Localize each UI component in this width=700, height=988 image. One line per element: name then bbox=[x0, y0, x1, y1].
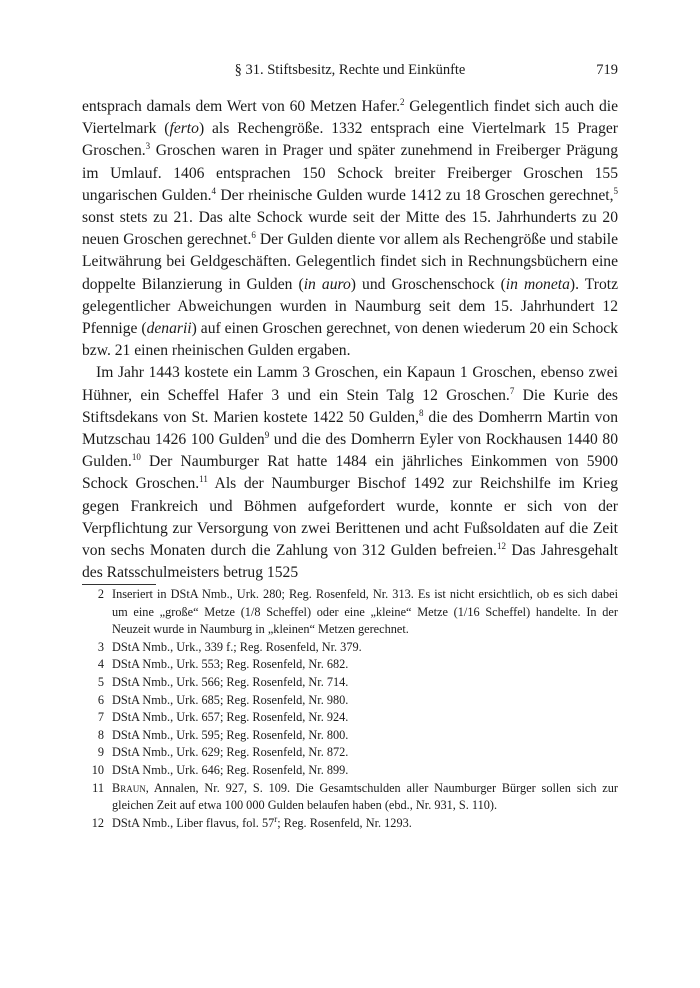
footnote: 9 DStA Nmb., Urk. 629; Reg. Rosenfeld, Nr. 872. bbox=[97, 745, 349, 760]
footnote: 10 DStA Nmb., Urk. 646; Reg. Rosenfeld, Nr. 899. bbox=[91, 762, 349, 777]
footnote-ref[interactable]: 10 bbox=[131, 452, 141, 463]
footnote: 8 DStA Nmb., Urk. 595; Reg. Rosenfeld, Nr. 800. bbox=[97, 727, 349, 742]
footnote: 6 DStA Nmb., Urk. 685; Reg. Rosenfeld, Nr. 980. bbox=[97, 692, 349, 707]
footnote: 2 Inseriert in DStA Nmb., Urk. 280; Reg. Rosenfeld, Nr. 313. Es ist nicht ersichtlich, ob es sich dabei um eine „große“ Metze (1/8 Scheffel) oder eine „kleine“ Metze (1/16 Scheffel) handelte. In der Neuzeit wurde in Naumburg in „kleinen“ Metzen gerechnet. bbox=[97, 587, 618, 637]
page-number: 719 bbox=[596, 62, 618, 78]
footnote-ref[interactable]: 7 bbox=[509, 385, 515, 396]
footnotes bbox=[82, 586, 618, 832]
footnote: 7 DStA Nmb., Urk. 657; Reg. Rosenfeld, Nr. 924. bbox=[97, 710, 349, 725]
footnote-divider bbox=[82, 584, 156, 585]
footnote: 5 DStA Nmb., Urk. 566; Reg. Rosenfeld, Nr. 714. bbox=[97, 674, 349, 689]
footnote-ref[interactable]: 3 bbox=[145, 141, 151, 152]
footnote: 3 DStA Nmb., Urk., 339 f.; Reg. Rosenfeld, Nr. 379. bbox=[97, 639, 362, 654]
footnote: 11 Braun, Annalen, Nr. 927, S. 109. Die Gesamtschulden aller Naumburger Bürger sollen sich zur gleichen Zeit auf etwa 100 000 Gulden belaufen haben (ebd., Nr. 931, S. 110). bbox=[92, 780, 618, 813]
footnote-ref[interactable]: 11 bbox=[199, 474, 208, 485]
main-text bbox=[82, 96, 618, 584]
running-header bbox=[82, 62, 618, 82]
footnote-ref[interactable]: 6 bbox=[251, 230, 256, 241]
footnote: 12 DStA Nmb., Liber flavus, fol. 57$^r$; Reg. Rosenfeld, Nr. 1293. bbox=[91, 813, 412, 830]
footnote-ref[interactable]: 9 bbox=[264, 429, 270, 440]
footnote-ref[interactable]: 4 bbox=[211, 185, 217, 196]
footnote: 4 DStA Nmb., Urk. 553; Reg. Rosenfeld, Nr. 682. bbox=[97, 657, 349, 672]
paragraph-2: Im Jahr 1443 kostete ein Lamm 3 Groschen, ein Kapaun 1 Groschen, ebenso zwei Hühner, ein Scheffel Hafer 3 und ein Stein Talg 12 Groschen.$^7$ Die Kurie des Stiftsdekans von St. Marien kostete 1422 50 Gulden,$^8$ die des Domherrn Martin von Mutzschau 1426 100 Gulden$^9$ und die des Domherrn Eyler von Rockhausen 1440 80 Gulden.$^{10}$ Der Naumburger Rat hatte 1484 ein jährliches Einkommen von 5900 Schock Groschen.$^{11}$ Als der Naumburger Bischof 1492 zur Reichshilfe im Krieg gegen Frankreich und Böhmen aufgefordert wurde, konnte er sich von der Verpflichtung zur Versorgung von zwei Berittenen und acht Fußsoldaten auf die Zeit von sechs Monaten durch die Zahlung von 312 Gulden befreien.$^{12}$ Das Jahresgehalt des Ratsschulmeisters betrug 1525 bbox=[82, 364, 619, 582]
footnote-ref[interactable]: 2 bbox=[400, 96, 405, 107]
footnote-ref[interactable]: 12 bbox=[496, 540, 506, 551]
footnote-ref[interactable]: 5 bbox=[613, 185, 619, 196]
paragraph-1: entsprach damals dem Wert von 60 Metzen Hafer.$^2$ Gelegentlich findet sich auch die Viertelmark (ferto) als Rechengröße. 1332 entsprach eine Viertelmark 15 Prager Groschen.$^3$ Groschen waren in Prager und später zunehmend in Freiberger Prägung im Umlauf. 1406 entsprachen 150 Schock breiter Freiberger Groschen 155 ungarischen Gulden.$^4$ Der rheinische Gulden wurde 1412 zu 18 Groschen gerechnet,$^5$ sonst stets zu 21. Das alte Schock wurde seit der Mitte des 15. Jahrhunderts zu 20 neuen Groschen gerechnet.$^6$ Der Gulden diente vor allem als Rechengröße und stabile Leitwährung bei Geldgeschäften. Gelegentlich findet sich in Rechnungsbüchern eine doppelte Bilanzierung in Gulden (in auro) und Groschenschock (in moneta). Trotz gelegentlicher Abweichungen wurden in Naumburg seit dem 15. Jahrhundert 12 Pfennige (denarii) auf einen Groschen gerechnet, von denen wiederum 20 ein Schock bzw. 21 einen rheinischen Gulden ergaben. bbox=[82, 96, 619, 360]
footnote-ref[interactable]: 8 bbox=[418, 407, 424, 418]
running-title: § 31. Stiftsbesitz, Rechte und Einkünfte bbox=[234, 62, 466, 78]
author-name: Braun bbox=[112, 780, 146, 795]
